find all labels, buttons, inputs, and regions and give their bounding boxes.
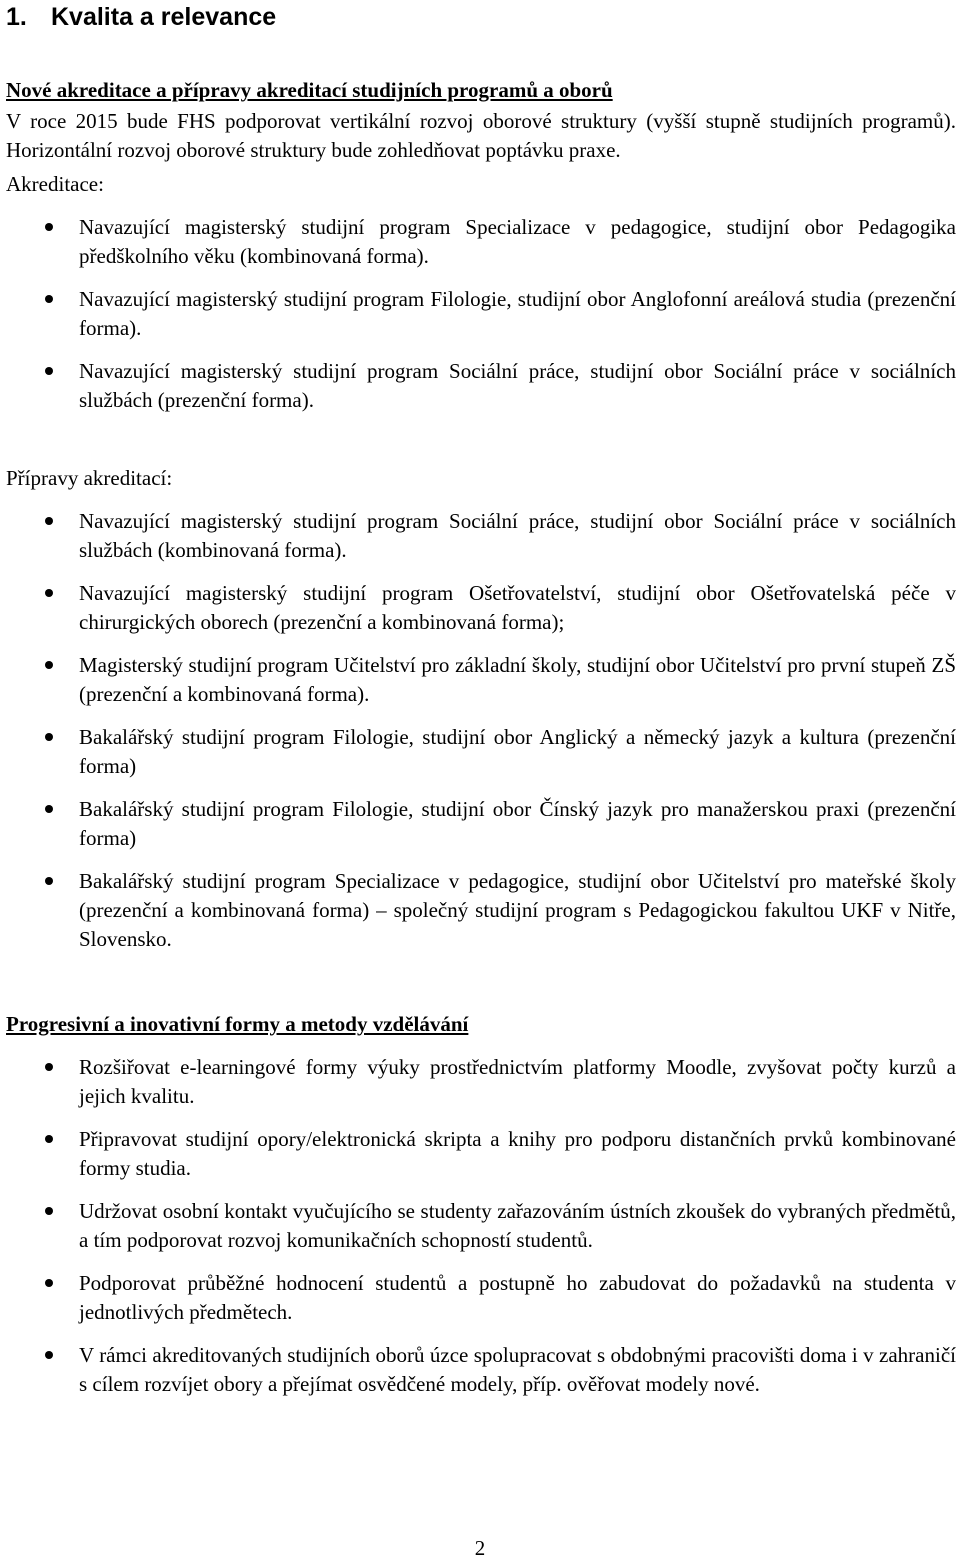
list-item-text: Navazující magisterský studijní program Ošetřovatelství, studijní obor Ošetřovatelská péče v chirurgických oborech (prezenční a kombinovaná forma); — [79, 581, 956, 634]
page-number: 2 — [474, 1536, 486, 1560]
list-item — [6, 507, 956, 565]
list-item-text: Magisterský studijní program Učitelství pro základní školy, studijní obor Učitelství pro první stupeň ZŠ (prezenční a kombinovaná forma). — [79, 653, 956, 706]
section-number: 1. — [6, 3, 27, 31]
progressive-list — [6, 1053, 956, 1399]
document-page — [6, 0, 956, 1399]
bullet-icon — [45, 805, 53, 813]
list-item — [6, 579, 956, 637]
list-item-text: Bakalářský studijní program Filologie, studijní obor Anglický a německý jazyk a kultura (prezenční forma) — [79, 725, 956, 778]
akreditace-label: Akreditace: — [6, 172, 104, 196]
list-item-text: Připravovat studijní opory/elektronická skripta a knihy pro podporu distančních prvků kombinované formy studia. — [79, 1127, 956, 1180]
list-item — [6, 357, 956, 415]
bullet-icon — [45, 877, 53, 885]
bullet-icon — [45, 733, 53, 741]
list-item — [6, 1341, 956, 1399]
list-item-text: Bakalářský studijní program Specializace v pedagogice, studijní obor Učitelství pro mateřské školy (prezenční a kombinovaná forma) – společný studijní program s Pedagogickou fakultou UKF v Nitře, Slovensko. — [79, 869, 956, 951]
list-item-text: Rozšiřovat e-learningové formy výuky prostřednictvím platformy Moodle, zvyšovat počty kurzů a jejich kvalitu. — [79, 1055, 956, 1108]
list-item — [6, 1125, 956, 1183]
list-item-text: Bakalářský studijní program Filologie, studijní obor Čínský jazyk pro manažerskou praxi (prezenční forma) — [79, 797, 956, 850]
bullet-icon — [45, 1351, 53, 1359]
list-item — [6, 867, 956, 954]
bullet-icon — [45, 295, 53, 303]
list-item-text: Navazující magisterský studijní program Sociální práce, studijní obor Sociální práce v sociálních službách (kombinovaná forma). — [79, 509, 956, 562]
list-item — [6, 1053, 956, 1111]
list-item-text: V rámci akreditovaných studijních oborů úzce spolupracovat s obdobnými pracovišti doma i v zahraničí s cílem rozvíjet obory a přejímat osvědčené modely, příp. ověřovat modely nové. — [79, 1343, 956, 1396]
list-item-text: Navazující magisterský studijní program Filologie, studijní obor Anglofonní areálová studia (prezenční forma). — [79, 287, 956, 340]
list-item — [6, 285, 956, 343]
accreditation-intro: V roce 2015 bude FHS podporovat vertikální rozvoj oborové struktury (vyšší stupně studijních programů). Horizontální rozvoj oborové struktury bude zohledňovat poptávku praxe. — [6, 109, 956, 162]
list-item — [6, 795, 956, 853]
pripravy-label: Přípravy akreditací: — [6, 466, 173, 490]
bullet-icon — [45, 367, 53, 375]
list-item-text: Podporovat průběžné hodnocení studentů a postupně ho zabudovat do požadavků na studenta v jednotlivých předmětech. — [79, 1271, 956, 1324]
bullet-icon — [45, 1063, 53, 1071]
section-heading — [6, 0, 956, 36]
list-item-text: Udržovat osobní kontakt vyučujícího se studenty zařazováním ústních zkoušek do vybraných předmětů, a tím podporovat rozvoj komunikačních schopností studentů. — [79, 1199, 956, 1252]
section-title: Kvalita a relevance — [51, 3, 277, 31]
bullet-icon — [45, 1279, 53, 1287]
bullet-icon — [45, 223, 53, 231]
list-item — [6, 213, 956, 271]
bullet-icon — [45, 1135, 53, 1143]
accreditation-heading: Nové akreditace a přípravy akreditací studijních programů a oborů — [6, 78, 613, 102]
bullet-icon — [45, 1207, 53, 1215]
bullet-icon — [45, 661, 53, 669]
list-item — [6, 651, 956, 709]
akreditace-list — [6, 213, 956, 415]
list-item — [6, 723, 956, 781]
list-item — [6, 1197, 956, 1255]
list-item-text: Navazující magisterský studijní program Sociální práce, studijní obor Sociální práce v sociálních službách (prezenční forma). — [79, 359, 956, 412]
bullet-icon — [45, 517, 53, 525]
progressive-heading: Progresivní a inovativní formy a metody vzdělávání — [6, 1012, 469, 1036]
list-item — [6, 1269, 956, 1327]
list-item-text: Navazující magisterský studijní program Specializace v pedagogice, studijní obor Pedagogika předškolního věku (kombinovaná forma). — [79, 215, 956, 268]
pripravy-list — [6, 507, 956, 954]
bullet-icon — [45, 589, 53, 597]
